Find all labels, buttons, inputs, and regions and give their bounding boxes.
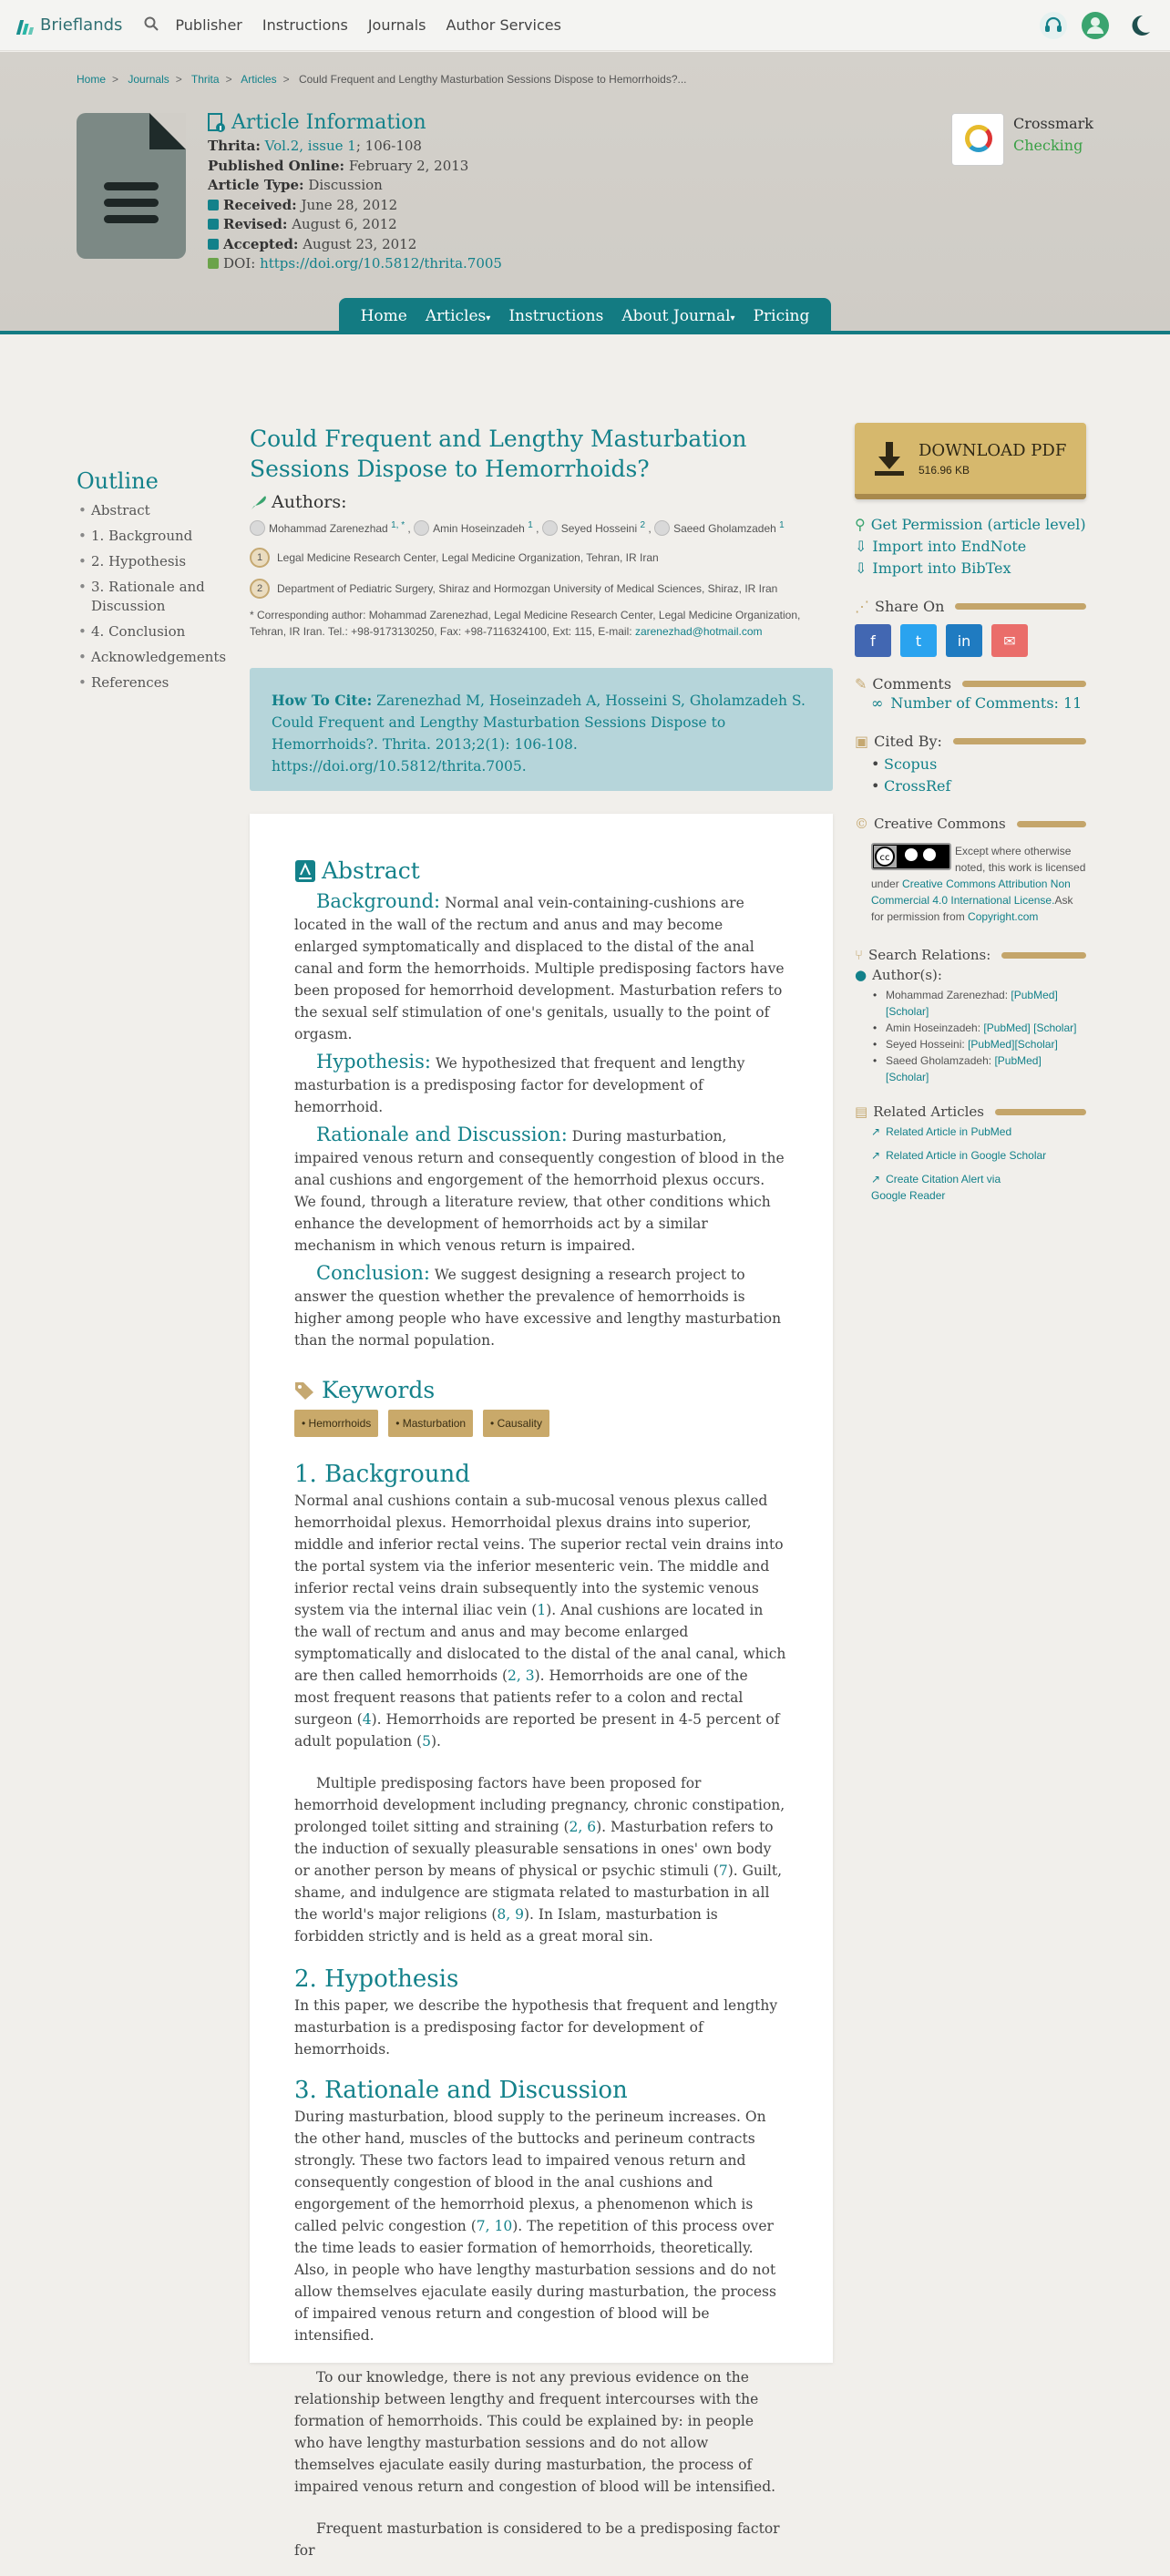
author-affiliation-sup: 2 — [640, 520, 646, 530]
caret-down-icon: ▾ — [486, 313, 491, 323]
section-heading-hypothesis: 2. Hypothesis — [294, 1965, 459, 1993]
revised-label: Revised: — [223, 216, 288, 232]
type-row — [208, 176, 502, 196]
top-navbar — [0, 0, 1170, 51]
scholar-link[interactable]: [Scholar] — [1033, 1021, 1077, 1034]
reference-link[interactable]: 5 — [422, 1733, 431, 1750]
cited-by-heading — [855, 733, 1086, 750]
subnav-articles[interactable] — [426, 307, 490, 325]
authors-label: Authors: — [272, 492, 347, 512]
keywords-title: Keywords — [322, 1377, 436, 1403]
brieflands-logo-icon — [16, 16, 36, 35]
download-pdf-button[interactable] — [855, 423, 1086, 499]
author-list: Mohammad Zarenezhad $^{1, *}$ , Amin Hoseinzadeh $^1$ , Seyed Hosseini $^2$ , Saeed Gholamzadeh $^1$ — [250, 518, 833, 537]
subnav-about-journal[interactable] — [621, 307, 734, 325]
author-avatar-icon — [542, 520, 558, 536]
subnav-home[interactable]: Home — [360, 307, 407, 325]
cited-by-list — [871, 754, 1086, 797]
relation-item — [873, 1020, 1086, 1036]
abstract-conclusion-text: We suggest designing a research project to answer the question whether the prevalence of hemorrhoids is higher among people who have excessive and lengthy masturbation than the normal population. — [294, 1267, 782, 1349]
article-type: Discussion — [308, 177, 383, 193]
journal-label: Thrita: — [208, 138, 261, 154]
cite-label: How To Cite: — [272, 692, 373, 709]
share-icon: ⋰ — [855, 598, 869, 615]
crossmark-status: Checking — [1013, 137, 1083, 154]
relation-item — [873, 1036, 1086, 1052]
keyword-tag[interactable]: • Hemorrhoids — [294, 1410, 378, 1437]
feather-icon — [250, 493, 268, 511]
abstract-conclusion — [294, 1262, 786, 1351]
paragraph-text: Normal anal cushions contain a sub-mucosal venous plexus called hemorrhoidal plexus. Hemorrhoidal plexus drains into superior, middle and inferior rectal veins. The superior rectal vein drains into the portal system via the inferior mesenteric vein. The middle and inferior rectal veins drain subsequently into the systemic venous system via the internal iliac vein ( — [294, 1493, 784, 1618]
keyword-label: Hemorrhoids — [308, 1417, 372, 1430]
subnav-instructions[interactable]: Instructions — [508, 307, 604, 325]
related-scholar-link[interactable] — [871, 1147, 1086, 1164]
info-document-icon — [208, 113, 226, 133]
cited-icon: ▣ — [855, 733, 869, 750]
download-size: 516.96 KB — [919, 463, 970, 477]
outline-item-acknowledgements[interactable]: • Acknowledgements — [77, 648, 241, 667]
abstract-heading — [294, 856, 786, 887]
type-label: Article Type: — [208, 177, 304, 193]
import-icon: ⇩ — [855, 559, 867, 577]
relation-author: Seyed Hosseini: — [886, 1038, 965, 1051]
pubmed-link[interactable]: [PubMed] — [983, 1021, 1031, 1034]
paragraph-text: ). Hemorrhoids are one of the most frequent reasons that patients refer to a colon and rectal surgeon ( — [294, 1668, 748, 1728]
reference-link[interactable]: 8, 9 — [497, 1906, 524, 1923]
published-row — [208, 157, 502, 177]
author-affiliation-sup: 1 — [528, 520, 533, 530]
dark-mode-moon-icon[interactable] — [1126, 12, 1154, 39]
abstract-background-text: Normal anal vein-containing-cushions are located in the wall of the rectum and anus and may become enlarged symptomatically and displaced to the distal of the anal canal and form the hemorrhoids. Multiple predisposing factors have been proposed for hemorrhoid development. Masturbation refers to the sexual self stimulation of one's genitals, usually to the point of orgasm. — [294, 895, 785, 1042]
external-link-icon: ↗ — [871, 1173, 881, 1185]
comments-count: Number of Comments: 11 — [890, 694, 1083, 712]
subnav-pricing[interactable]: Pricing — [753, 307, 810, 325]
outline-item-conclusion[interactable]: • 4. Conclusion — [77, 622, 241, 641]
reference-link[interactable]: 1 — [537, 1602, 547, 1618]
rationale-paragraph: Frequent masturbation is considered to be a predisposing factor for — [294, 2520, 780, 2559]
affiliation-text: Legal Medicine Research Center, Legal Medicine Organization, Tehran, IR Iran — [277, 551, 659, 564]
key-icon: ⚲ — [855, 516, 866, 533]
paragraph-text: ). Masturbation refers to the induction of sexually pleasurable sensations in ones' own body or another person by means of physical or psychic stimuli ( — [294, 1819, 774, 1879]
comments-title: Comments — [872, 675, 952, 693]
author-name[interactable]: Saeed Gholamzadeh — [673, 522, 776, 535]
paragraph-text: ). Hemorrhoids are reported be present in 4-5 percent of adult population ( — [294, 1711, 780, 1750]
article-information — [208, 113, 502, 274]
published-date: February 2, 2013 — [348, 157, 469, 174]
pubmed-link[interactable]: [PubMed] — [1011, 989, 1058, 1001]
share-buttons — [855, 624, 1086, 657]
author-name[interactable]: Amin Hoseinzadeh — [433, 522, 525, 535]
barcode-icon — [208, 258, 219, 269]
keyword-label: Causality — [497, 1417, 542, 1430]
section-heading-background: 1. Background — [294, 1461, 470, 1488]
background-paragraph — [294, 1772, 786, 1947]
paragraph-text: ). In Islam, masturbation is forbidden strictly and is held as a great moral sin. — [294, 1906, 718, 1945]
brand-logo[interactable] — [16, 15, 122, 35]
abstract-rationale-text: During masturbation, impaired venous return and consequently congestion of blood in the anal cushions and engorgement of the hemorrhoid plexus occurs. We found, through a literature review, that other conditions which enhance the development of hemorrhoids act by a similar mechanism in which venous return is impaired. — [294, 1128, 785, 1254]
article-info-title: Article Information — [231, 111, 426, 135]
authors-subheading — [855, 967, 1086, 983]
outline-nav — [77, 468, 241, 699]
affiliation-item — [250, 548, 833, 568]
copyright-link[interactable]: Copyright.com — [968, 910, 1039, 923]
how-to-cite-box — [250, 668, 833, 791]
doi-row — [208, 254, 502, 274]
breadcrumb-home[interactable]: Home — [77, 73, 107, 86]
relation-author: Amin Hoseinzadeh: — [886, 1021, 981, 1034]
author-avatar-icon — [250, 520, 265, 536]
breadcrumb-current: Could Frequent and Lengthy Masturbation Sessions Dispose to Hemorrhoids?... — [298, 73, 687, 86]
accepted-date: August 23, 2012 — [303, 235, 417, 252]
article-heading-block — [250, 424, 833, 640]
scholar-link[interactable]: [Scholar] — [1014, 1038, 1058, 1051]
search-relations-heading — [855, 947, 1086, 963]
affiliation-number: 1 — [250, 548, 270, 568]
share-heading — [855, 598, 1086, 615]
support-headset-icon[interactable] — [1040, 12, 1067, 39]
subnav-articles-label: Articles — [425, 307, 487, 325]
pubmed-link[interactable]: [PubMed] — [994, 1054, 1042, 1067]
relation-author: Saeed Gholamzadeh: — [886, 1054, 992, 1067]
paragraph-text: ). — [430, 1733, 441, 1750]
search-relations-title: Search Relations: — [868, 947, 991, 963]
article-info-heading — [208, 113, 502, 133]
paragraph-text: Multiple predisposing factors have been proposed for hemorrhoid development including pregnancy, chronic constipation, prolonged toilet sitting and straining ( — [294, 1775, 785, 1835]
outline-item-references[interactable]: • References — [77, 673, 241, 693]
import-endnote-label: Import into EndNote — [872, 538, 1027, 555]
nav-publisher[interactable]: Publisher — [175, 16, 242, 34]
author-avatar-icon — [414, 520, 429, 536]
accepted-label: Accepted: — [223, 235, 299, 252]
nav-author-services[interactable]: Author Services — [446, 16, 561, 34]
keywords-heading — [294, 1375, 786, 1406]
get-permission-link[interactable] — [855, 514, 1086, 536]
cite-text: Zarenezhad M, Hoseinzadeh A, Hosseini S, Gholamzadeh S. Could Frequent and Lengthy Masturbation Sessions Dispose to Hemorrhoids?. Thrita. 2013;2(1): 106-108. https://doi.org/10.5812/thrita.7005. — [272, 693, 806, 775]
published-label: Published Online: — [208, 157, 345, 174]
author-avatar-icon — [654, 520, 670, 536]
paragraph-text: During masturbation, blood supply to the perineum increases. On the other hand, muscles of the buttocks and perineum contracts strongly. These two factors lead to impaired venous return and consequently congestion of blood in the anal cushions and engorgement of the hemorrhoid plexus, a phenomenon which is called pelvic congestion ( — [294, 2109, 766, 2234]
doi-link[interactable]: https://doi.org/10.5812/thrita.7005 — [260, 255, 502, 272]
doi-label: DOI: — [223, 255, 256, 272]
import-icon: ⇩ — [855, 538, 867, 555]
cc-icon: © — [855, 816, 868, 832]
received-label: Received: — [223, 196, 297, 213]
twitter-share-icon[interactable]: t — [900, 624, 937, 657]
abstract-hypothesis — [294, 1051, 786, 1118]
rationale-paragraph — [294, 2106, 786, 2346]
facebook-share-icon[interactable]: f — [855, 624, 891, 657]
accepted-row — [208, 235, 502, 255]
related-pubmed-label: Related Article in PubMed — [886, 1125, 1012, 1138]
reference-link[interactable]: 7, 10 — [476, 2218, 513, 2234]
affiliation-text: Department of Pediatric Surgery, Shiraz and Hormozgan University of Medical Sciences, Shiraz, IR Iran — [277, 582, 778, 595]
license-text — [871, 843, 1086, 925]
related-pubmed-link[interactable] — [871, 1124, 1086, 1140]
calendar-icon — [208, 219, 219, 230]
outline-item-background[interactable]: • 1. Background — [77, 527, 241, 546]
svg-text:cc: cc — [879, 853, 890, 863]
email-share-icon[interactable]: ✉ — [991, 624, 1028, 657]
journal-row — [208, 137, 502, 157]
hypothesis-paragraph: In this paper, we describe the hypothesis that frequent and lengthy masturbation is a predisposing factor for development of hemorrhoids. — [294, 1997, 778, 2058]
author-name[interactable]: Seyed Hosseini — [560, 522, 638, 535]
related-scholar-label: Related Article in Google Scholar — [886, 1149, 1047, 1162]
document-icon — [77, 113, 186, 259]
related-articles-list — [871, 1124, 1086, 1204]
abstract-icon — [294, 859, 316, 883]
paragraph-text: ). The repetition of this process over the time leads to easier formation of hemorrhoids, theoretically. Also, in people who have lengthy masturbation sessions and do not allow themselves ejaculate easily during masturbation, the process of impaired venous return and congestion of blood will be intensified. — [294, 2218, 776, 2344]
cc-license-link[interactable]: Creative Commons Attribution Non Commercial 4.0 International License. — [871, 877, 1071, 907]
relation-author: Mohammad Zarenezhad: — [886, 989, 1009, 1001]
outline-item-rationale[interactable]: • 3. Rationale and Discussion — [77, 578, 241, 616]
related-articles-heading — [855, 1103, 1086, 1120]
abstract-title: Abstract — [322, 857, 420, 884]
abstract-hypothesis-heading: Hypothesis: — [316, 1051, 431, 1072]
corresponding-email-link[interactable]: zarenezhad@hotmail.com — [634, 625, 763, 638]
related-articles-title: Related Articles — [873, 1103, 984, 1120]
outline-heading: Outline — [77, 468, 159, 494]
scholar-link[interactable]: [Scholar] — [886, 1005, 929, 1018]
download-label: DOWNLOAD PDF — [919, 440, 1067, 460]
abstract-background-heading: Background: — [316, 890, 441, 912]
license-text-suffix: Ask for permission from — [871, 894, 1073, 923]
creative-commons-title: Creative Commons — [874, 816, 1006, 832]
caret-down-icon: ▾ — [730, 313, 735, 323]
crossmark-widget[interactable] — [951, 113, 1093, 166]
received-date: June 28, 2012 — [301, 196, 398, 213]
keyword-list — [294, 1410, 786, 1437]
pubmed-link[interactable]: [PubMed] — [968, 1038, 1015, 1051]
reference-link[interactable]: 7 — [718, 1863, 728, 1879]
author-relations-list — [873, 987, 1086, 1085]
breadcrumb-thrita[interactable]: Thrita — [190, 73, 220, 86]
cited-crossref-link[interactable]: • CrossRef — [871, 775, 1086, 797]
external-link-icon: ↗ — [871, 1125, 881, 1138]
user-account-icon[interactable] — [1082, 12, 1109, 39]
reference-link[interactable]: 2, 6 — [569, 1819, 597, 1835]
background-paragraph — [294, 1490, 786, 1752]
download-icon — [873, 440, 906, 477]
reference-link[interactable]: 4 — [362, 1711, 372, 1728]
comments-heading — [855, 675, 1086, 693]
outline-item-abstract[interactable]: • Abstract — [77, 501, 241, 520]
journal-issue-link[interactable]: Vol.2, issue 1 — [264, 138, 356, 154]
article-sidebar — [855, 423, 1086, 1204]
rationale-paragraph: To our knowledge, there is not any previous evidence on the relationship between lengthy and frequent intercourses with the formation of hemorrhoids. This could be explained by: in people who have lengthy masturbation sessions and do not allow themselves ejaculate easily during masturbation, the process of impaired venous return and congestion of blood will be intensified. — [294, 2369, 776, 2495]
calendar-icon — [208, 200, 219, 210]
calendar-icon — [208, 239, 219, 250]
breadcrumb-articles[interactable]: Articles — [241, 73, 277, 86]
crossmark-label: Crossmark — [1013, 115, 1093, 132]
paragraph-text: ). Guilt, shame, and indulgence are stigmata related to masturbation in all the world's major religions ( — [294, 1863, 783, 1923]
creative-commons-heading — [855, 816, 1086, 832]
journal-subnav — [339, 298, 831, 334]
citation-alert-label: Create Citation Alert via Google Reader — [871, 1173, 1001, 1202]
section-heading-rationale: 3. Rationale and Discussion — [294, 2077, 628, 2104]
affiliation-item — [250, 579, 833, 599]
search-icon[interactable] — [144, 16, 159, 35]
comments-count-link[interactable] — [871, 693, 1086, 714]
authors-subtitle: Author(s): — [872, 967, 942, 983]
authors-heading — [250, 492, 833, 512]
revised-date: August 6, 2012 — [292, 216, 397, 232]
keyword-tag[interactable]: • Masturbation — [388, 1410, 473, 1437]
citation-alert-link[interactable] — [871, 1171, 1017, 1204]
person-icon: ● — [855, 967, 867, 983]
article-title: Could Frequent and Lengthy Masturbation Sessions Dispose to Hemorrhoids? — [250, 426, 747, 482]
keyword-label: Masturbation — [402, 1417, 467, 1430]
cited-by-title: Cited By: — [874, 733, 942, 750]
external-link-icon: ↗ — [871, 1149, 881, 1162]
get-permission-label: Get Permission (article level) — [870, 516, 1086, 533]
nav-journals[interactable]: Journals — [367, 16, 426, 34]
abstract-background — [294, 890, 786, 1045]
nav-instructions[interactable]: Instructions — [262, 16, 348, 34]
paragraph-text: ). Anal cushions are located in the wall of rectum and anus and may become enlarged symptomatically and dislocated to the distal of the anal canal, which are then called hemorrhoids ( — [294, 1602, 786, 1684]
author-affiliation-sup: 1 — [779, 520, 785, 530]
relations-icon: ⑂ — [855, 947, 864, 963]
import-endnote-link[interactable] — [855, 536, 1086, 558]
license-text-prefix: Except where otherwise noted, this work is licensed under — [871, 845, 1086, 890]
received-row — [208, 196, 502, 216]
link-icon: ∞ — [871, 694, 884, 712]
tag-icon — [294, 1380, 316, 1401]
import-bibtex-link[interactable] — [855, 558, 1086, 580]
related-icon: ▤ — [855, 1103, 868, 1120]
abstract-rationale-heading: Rationale and Discussion: — [316, 1124, 568, 1145]
cc-by-nc-badge-icon — [871, 843, 951, 870]
scholar-link[interactable]: [Scholar] — [886, 1071, 929, 1083]
brand-name: Brieflands — [40, 15, 123, 35]
cited-scopus-link[interactable]: • Scopus — [871, 754, 1086, 775]
author-affiliation-sup: 1, * — [391, 520, 405, 530]
abstract-hypothesis-text: We hypothesized that frequent and lengthy masturbation is a predisposing factor for development of hemorrhoid. — [294, 1055, 745, 1115]
corresponding-text: * Corresponding author: Mohammad Zarenezhad, Legal Medicine Research Center, Legal Medicine Organization, Tehran, IR Iran. Tel.: +98-9173130250, Fax: +98-7116324100, Ext: 115, E-mail: — [250, 609, 801, 638]
reference-link[interactable]: 2, 3 — [508, 1668, 535, 1684]
corresponding-author — [250, 607, 833, 640]
share-title: Share On — [875, 598, 945, 615]
relation-item — [873, 987, 1086, 1020]
crossmark-logo-icon — [951, 113, 1004, 166]
relation-item — [873, 1052, 1086, 1085]
linkedin-share-icon[interactable]: in — [946, 624, 982, 657]
journal-pages: ; 106-108 — [355, 138, 422, 154]
author-name[interactable]: Mohammad Zarenezhad — [269, 522, 388, 535]
breadcrumb-journals[interactable]: Journals — [128, 73, 169, 86]
keyword-tag[interactable]: • Causality — [483, 1410, 549, 1437]
revised-row — [208, 215, 502, 235]
affiliation-number: 2 — [250, 579, 270, 599]
article-body-card — [250, 814, 833, 2559]
breadcrumb: Home > Journals > Thrita > Articles > Could Frequent and Lengthy Masturbation Sessions Dispose to Hemorrhoids?... — [77, 73, 687, 86]
comments-icon: ✎ — [855, 675, 867, 693]
import-bibtex-label: Import into BibTex — [872, 559, 1011, 577]
outline-item-hypothesis[interactable]: • 2. Hypothesis — [77, 552, 241, 571]
abstract-rationale — [294, 1124, 786, 1257]
subnav-about-label: About Journal — [621, 307, 731, 325]
abstract-conclusion-heading: Conclusion: — [316, 1262, 430, 1284]
